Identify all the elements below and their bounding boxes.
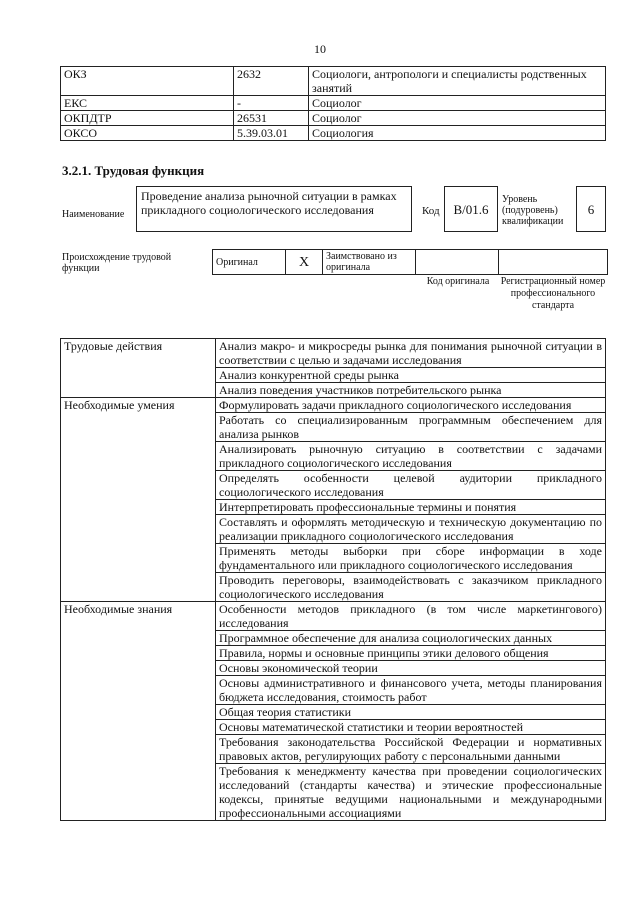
- reg-number-cell: [499, 250, 608, 275]
- list-item: Работать со специализированным программным обеспечением для анализа рынков: [216, 413, 606, 442]
- code-label: Код: [422, 205, 440, 217]
- code-value: -: [234, 96, 309, 111]
- list-item: Проводить переговоры, взаимодействовать с заказчиком прикладного социологического исследования: [216, 573, 606, 602]
- code-value: 5.39.03.01: [234, 126, 309, 141]
- table-row: [61, 96, 606, 111]
- list-item: Основы экономической теории: [216, 661, 606, 676]
- list-item: Особенности методов прикладного (в том числе маркетингового) исследования: [216, 602, 606, 631]
- list-item: Анализ конкурентной среды рынка: [216, 368, 606, 383]
- code-value: 26531: [234, 111, 309, 126]
- list-item: Основы административного и финансового учета, методы планирования бюджета исследования, стоимость работ: [216, 676, 606, 705]
- code-name: Социолог: [309, 96, 606, 111]
- table-row: [61, 602, 606, 631]
- table-row: [61, 67, 606, 96]
- code-name: Социологи, антропологи и специалисты родственных занятий: [309, 67, 606, 96]
- table-row: [61, 339, 606, 368]
- code-value: 2632: [234, 67, 309, 96]
- function-name: Проведение анализа рыночной ситуации в рамках прикладного социологического исследования: [136, 186, 412, 232]
- list-item: Определять особенности целевой аудитории прикладного социологического исследования: [216, 471, 606, 500]
- code-name: Социология: [309, 126, 606, 141]
- table-row: [61, 126, 606, 141]
- list-item: Применять методы выборки при сборе информации в ходе фундаментального или прикладного социологического исследования: [216, 544, 606, 573]
- name-label: Наименование: [62, 209, 125, 220]
- list-item: Анализировать рыночную ситуацию в соответствии с задачами прикладного социологического исследования: [216, 442, 606, 471]
- code-name: Социолог: [309, 111, 606, 126]
- list-item: Формулировать задачи прикладного социологического исследования: [216, 398, 606, 413]
- original-mark: X: [286, 250, 323, 275]
- origin-label: Происхождение трудовой функции: [62, 252, 172, 274]
- list-item: Программное обеспечение для анализа социологических данных: [216, 631, 606, 646]
- list-item: Анализ макро- и микросреды рынка для понимания рыночной ситуации в соответствии с целью и задачами исследования: [216, 339, 606, 368]
- list-item: Анализ поведения участников потребительского рынка: [216, 383, 606, 398]
- category-labor-actions: Трудовые действия: [61, 339, 216, 398]
- category-required-skills: Необходимые умения: [61, 398, 216, 602]
- list-item: Составлять и оформлять методическую и техническую документацию по реализации прикладного социологического исследования: [216, 515, 606, 544]
- level-label: Уровень (подуровень) квалификации: [502, 194, 564, 227]
- list-item: Интерпретировать профессиональные термины и понятия: [216, 500, 606, 515]
- section-title: 3.2.1. Трудовая функция: [62, 163, 205, 178]
- table-row: [61, 111, 606, 126]
- classification-codes-table: [60, 66, 606, 141]
- code-label: ОКЗ: [61, 67, 234, 96]
- reg-number-label: Регистрационный номер профессионального стандарта: [500, 276, 606, 311]
- list-item: Требования к менеджменту качества при проведении социологических исследований (стандарты качества) и этические профессиональные кодексы, принятые ведущими национальными и международными профессиональными ассоциациями: [216, 764, 606, 821]
- qualification-level: 6: [576, 186, 606, 232]
- table-row: [61, 398, 606, 413]
- origin-table: [212, 249, 608, 275]
- code-original-cell: [416, 250, 499, 275]
- code-label: ЕКС: [61, 96, 234, 111]
- original-label: Оригинал: [213, 250, 286, 275]
- code-original-label: Код оригинала: [426, 276, 490, 287]
- page-number: 10: [314, 42, 326, 56]
- code-label: ОКПДТР: [61, 111, 234, 126]
- function-code: B/01.6: [444, 186, 498, 232]
- list-item: Основы математической статистики и теории вероятностей: [216, 720, 606, 735]
- list-item: Требования законодательства Российской Федерации и нормативных правовых актов, регулирующих работу с персональными данными: [216, 735, 606, 764]
- category-required-knowledge: Необходимые знания: [61, 602, 216, 821]
- list-item: Общая теория статистики: [216, 705, 606, 720]
- borrowed-label: Заимствовано из оригинала: [323, 250, 416, 275]
- table-row: [213, 250, 608, 275]
- function-details-table: [60, 338, 606, 821]
- list-item: Правила, нормы и основные принципы этики делового общения: [216, 646, 606, 661]
- code-label: ОКСО: [61, 126, 234, 141]
